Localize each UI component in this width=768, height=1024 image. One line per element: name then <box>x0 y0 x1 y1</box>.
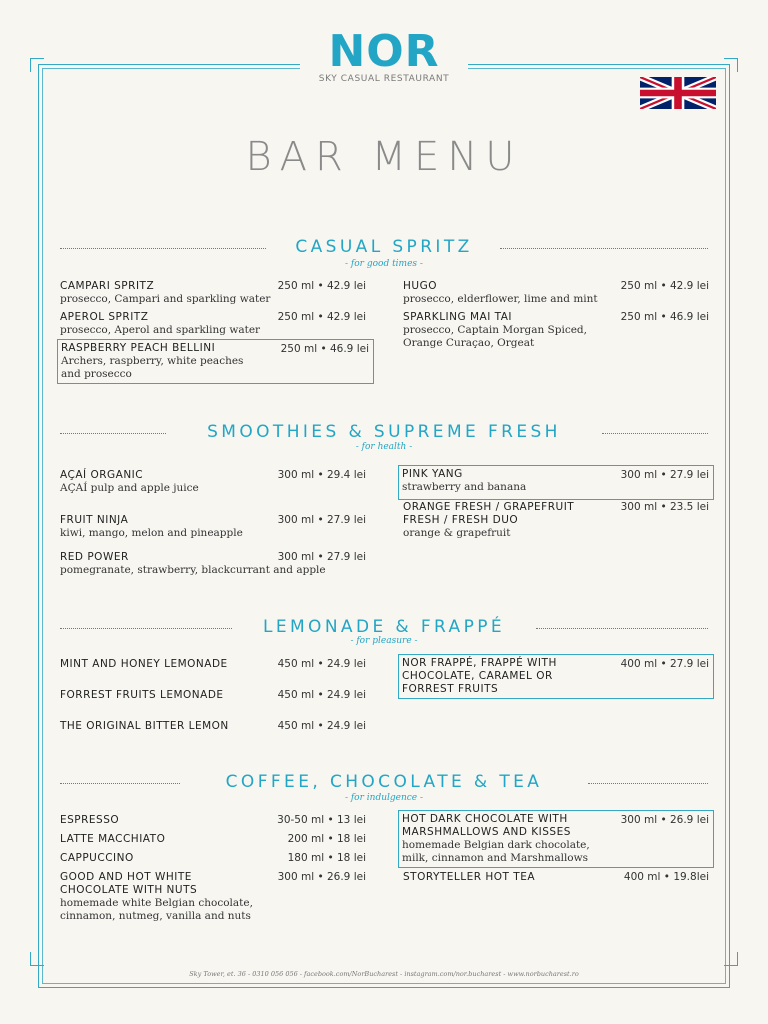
item-price: 250 ml • 46.9 lei <box>620 311 709 323</box>
item-name: CAPPUCCINO <box>60 852 134 864</box>
item-price: 450 ml • 24.9 lei <box>277 720 366 732</box>
item-price: 250 ml • 42.9 lei <box>277 280 366 292</box>
menu-item <box>60 311 366 337</box>
frame-corner <box>30 952 44 966</box>
item-name: RASPBERRY PEACH BELLINI <box>61 342 216 354</box>
item-name: HUGO <box>403 280 437 292</box>
item-price: 400 ml • 27.9 lei <box>620 658 709 670</box>
menu-item <box>403 311 709 349</box>
item-price: 30-50 ml • 13 lei <box>277 814 366 826</box>
item-name: STORYTELLER HOT TEA <box>403 871 536 883</box>
menu-item <box>403 871 709 884</box>
menu-item <box>60 689 366 702</box>
item-name: ORANGE FRESH / GRAPEFRUIT FRESH / FRESH DUO <box>403 501 575 526</box>
menu-item <box>60 469 366 495</box>
section-subtitle: - for good times - <box>345 259 423 269</box>
menu-item <box>403 501 709 540</box>
section-title: CASUAL SPRITZ <box>295 237 473 257</box>
section-title: COFFEE, CHOCOLATE & TEA <box>225 772 543 792</box>
frame-corner <box>724 952 738 966</box>
brand-logo <box>300 26 468 84</box>
menu-item-featured <box>398 465 714 500</box>
section-title: SMOOTHIES & SUPREME FRESH <box>207 422 561 442</box>
frame-corner <box>724 58 738 72</box>
menu-item <box>60 720 366 733</box>
section-subtitle: - for health - <box>355 442 413 452</box>
menu-item <box>60 280 366 306</box>
uk-flag-icon[interactable] <box>640 77 716 109</box>
menu-item-featured <box>398 810 714 868</box>
menu-item <box>60 871 366 922</box>
item-description: homemade Belgian dark chocolate, milk, cinnamon and Marshmallows <box>402 839 590 864</box>
brand-tagline: SKY CASUAL RESTAURANT <box>318 74 450 84</box>
item-name: NOR FRAPPÉ, FRAPPÉ WITH CHOCOLATE, CARAMEL OR FORREST FRUITS <box>402 657 557 695</box>
item-name: THE ORIGINAL BITTER LEMON <box>60 720 229 732</box>
item-price: 450 ml • 24.9 lei <box>277 689 366 701</box>
menu-item <box>60 833 366 846</box>
menu-item-featured <box>57 339 374 384</box>
item-name: PINK YANG <box>402 468 463 480</box>
menu-item <box>403 280 709 306</box>
item-price: 250 ml • 46.9 lei <box>280 343 369 355</box>
item-description: kiwi, mango, melon and pineapple <box>60 527 243 539</box>
item-description: Archers, raspberry, white peaches and prosecco <box>61 355 244 380</box>
item-name: CAMPARI SPRITZ <box>60 280 155 292</box>
item-description: homemade white Belgian chocolate, cinnamon, nutmeg, vanilla and nuts <box>60 897 253 922</box>
item-name: SPARKLING MAI TAI <box>403 311 513 323</box>
item-name: APEROL SPRITZ <box>60 311 149 323</box>
brand-name: NOR <box>328 26 440 77</box>
page-title: BAR MENU <box>245 134 523 180</box>
item-price: 180 ml • 18 lei <box>287 852 366 864</box>
section-title: LEMONADE & FRAPPÉ <box>262 617 506 637</box>
menu-item <box>60 852 366 865</box>
item-name: MINT AND HONEY LEMONADE <box>60 658 228 670</box>
item-description: orange & grapefruit <box>403 527 511 539</box>
item-price: 300 ml • 29.4 lei <box>277 469 366 481</box>
item-description: pomegranate, strawberry, blackcurrant and apple <box>60 564 326 576</box>
item-price: 250 ml • 42.9 lei <box>277 311 366 323</box>
item-name: GOOD AND HOT WHITE CHOCOLATE WITH NUTS <box>60 871 198 896</box>
item-name: FRUIT NINJA <box>60 514 129 526</box>
item-description: prosecco, Aperol and sparkling water <box>60 324 261 336</box>
item-price: 300 ml • 27.9 lei <box>620 469 709 481</box>
item-price: 300 ml • 26.9 lei <box>277 871 366 883</box>
frame-corner <box>30 58 44 72</box>
item-name: FORREST FRUITS LEMONADE <box>60 689 224 701</box>
item-description: strawberry and banana <box>402 481 527 493</box>
item-name: HOT DARK CHOCOLATE WITH MARSHMALLOWS AND KISSES <box>402 813 571 838</box>
item-price: 200 ml • 18 lei <box>287 833 366 845</box>
item-price: 250 ml • 42.9 lei <box>620 280 709 292</box>
item-description: prosecco, elderflower, lime and mint <box>403 293 598 305</box>
item-description: prosecco, Campari and sparkling water <box>60 293 271 305</box>
item-name: RED POWER <box>60 551 129 563</box>
item-price: 300 ml • 26.9 lei <box>620 814 709 826</box>
item-name: AÇAÍ ORGANIC <box>60 469 144 481</box>
item-name: LATTE MACCHIATO <box>60 833 166 845</box>
item-description: AÇAÍ pulp and apple juice <box>60 482 199 494</box>
footer-contact: Sky Tower, et. 36 - 0310 056 056 - facebook.com/NorBucharest - instagram.com/nor.bucharest - www.norbucharest.ro <box>189 970 579 978</box>
item-price: 400 ml • 19.8lei <box>623 871 709 883</box>
item-price: 300 ml • 27.9 lei <box>277 514 366 526</box>
menu-item <box>60 814 366 827</box>
menu-item <box>60 514 366 540</box>
item-price: 450 ml • 24.9 lei <box>277 658 366 670</box>
section-subtitle: - for pleasure - <box>350 636 418 646</box>
item-price: 300 ml • 23.5 lei <box>620 501 709 513</box>
menu-item-featured <box>398 654 714 699</box>
section-subtitle: - for indulgence - <box>344 793 424 803</box>
item-description: prosecco, Captain Morgan Spiced, Orange Curaçao, Orgeat <box>403 324 587 349</box>
item-price: 300 ml • 27.9 lei <box>277 551 366 563</box>
menu-item <box>60 551 366 577</box>
menu-item <box>60 658 366 671</box>
section-header-casual-spritz <box>60 237 708 261</box>
item-name: ESPRESSO <box>60 814 120 826</box>
